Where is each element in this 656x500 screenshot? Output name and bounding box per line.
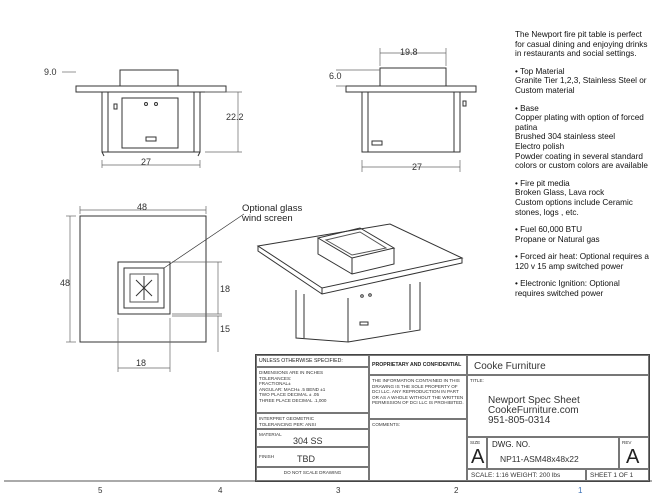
top-view <box>80 216 206 342</box>
zone-number-3: 3 <box>336 486 341 495</box>
front-dim-overhang: 9.0 <box>44 67 57 77</box>
size-cell <box>467 437 487 469</box>
top-dim-depth: 48 <box>60 278 71 288</box>
front-base <box>102 92 200 152</box>
top-tabletop <box>80 216 206 342</box>
material-value: 304 SS <box>293 436 323 446</box>
rev-value: A <box>626 446 640 468</box>
material-cell <box>256 429 369 447</box>
rev-cell <box>619 437 649 469</box>
top-dim-pan-width: 18 <box>136 358 147 368</box>
front-dim-height: 22.2 <box>226 112 244 122</box>
side-dim-overhang: 6.0 <box>329 71 342 81</box>
finish-label: FINISH <box>259 454 275 459</box>
top-dim-pan-depth: 18 <box>220 284 231 294</box>
front-tabletop <box>76 86 226 92</box>
description-top-material: • Top Material Granite Tier 1,2,3, Stainless Steel or Custom material <box>515 66 647 95</box>
top-dim-width: 48 <box>137 202 148 212</box>
dwg-number: NP11-ASM48x48x22 <box>500 454 579 464</box>
title-label: TITLE: <box>470 378 484 383</box>
finish-value: TBD <box>297 454 315 464</box>
comments-label: COMMENTS: <box>372 422 401 427</box>
sheet-number: SHEET 1 OF 1 <box>590 472 634 479</box>
description-ignition: • Electronic Ignition: Optional requires switched power <box>515 279 620 299</box>
side-dim-burner: 19.8 <box>400 47 418 57</box>
dwg-cell <box>487 437 619 469</box>
material-label: MATERIAL <box>259 432 282 437</box>
side-base <box>362 92 460 152</box>
tolerances-text: DIMENSIONS ARE IN INCHES TOLERANCES: FRACTIONAL± ANGULAR: MACH± .5 BEND ±1 TWO PLACE DECIMAL ± .05 THREE PLACE DECIMAL .1,000 <box>259 370 327 403</box>
scale-weight: SCALE: 1:16 WEIGHT: 200 lbs <box>471 472 561 479</box>
company-name: Cooke Furniture <box>474 361 546 372</box>
rev-label: REV <box>622 440 632 445</box>
zone-number-5: 5 <box>98 486 103 495</box>
glass-windscreen-callout: Optional glass wind screen <box>242 203 303 224</box>
front-dim-width: 27 <box>141 157 152 167</box>
description-fire-media: • Fire pit media Broken Glass, Lava rock Custom options include Ceramic stones, logs , etc. <box>515 178 633 217</box>
front-burner-box <box>120 70 178 86</box>
description-forced-air: • Forced air heat: Optional requires a 120 v 15 amp switched power <box>515 252 649 271</box>
do-not-scale: DO NOT SCALE DRAWING <box>283 470 342 475</box>
side-view <box>346 68 476 152</box>
interpret-text: INTERPRET GEOMETRIC TOLERANCING PER: ANSI <box>259 416 316 427</box>
title-block <box>255 354 650 482</box>
zone-number-2: 2 <box>454 486 459 495</box>
zone-number-1: 1 <box>578 486 583 495</box>
top-dim-inner: 15 <box>220 324 231 334</box>
dwg-label: DWG. NO. <box>492 440 531 449</box>
unless-specified: UNLESS OTHERWISE SPECIFIED: <box>259 358 343 364</box>
side-dim-width: 27 <box>412 162 423 172</box>
proprietary-text: THE INFORMATION CONTAINED IN THIS DRAWING IS THE SOLE PROPERTY OF DCI LLC. ANY REPRODUCTION IN PART OR AS A WHOLE WITHOUT THE WRITTEN PERMISSION OF DCI LLC IS PROHIBITED. <box>372 378 464 405</box>
product-description <box>515 30 651 307</box>
finish-cell <box>256 447 369 467</box>
front-view <box>76 70 226 156</box>
side-burner-box <box>380 68 446 86</box>
title-line-1: Newport Spec Sheet <box>488 395 580 406</box>
title-line-3: 951-805-0314 <box>488 415 551 426</box>
description-intro: The Newport fire pit table is perfect for casual dining and enjoying drinks in restaurants and social settings. <box>515 30 648 59</box>
description-base: • Base Copper plating with option of forced patina Brushed 304 stainless steel Electro polish Powder coating in several standard colors or custom colors are available <box>515 103 648 171</box>
size-value: A <box>471 446 485 468</box>
side-tabletop <box>346 86 476 92</box>
title-cell <box>467 375 649 437</box>
isometric-view <box>258 224 462 342</box>
size-label: SIZE <box>470 440 481 445</box>
proprietary-title: PROPRIETARY AND CONFIDENTIAL <box>372 362 462 368</box>
description-fuel: • Fuel 60,000 BTU Propane or Natural gas <box>515 225 600 244</box>
title-line-2: CookeFurniture.com <box>488 405 579 416</box>
zone-number-4: 4 <box>218 486 223 495</box>
